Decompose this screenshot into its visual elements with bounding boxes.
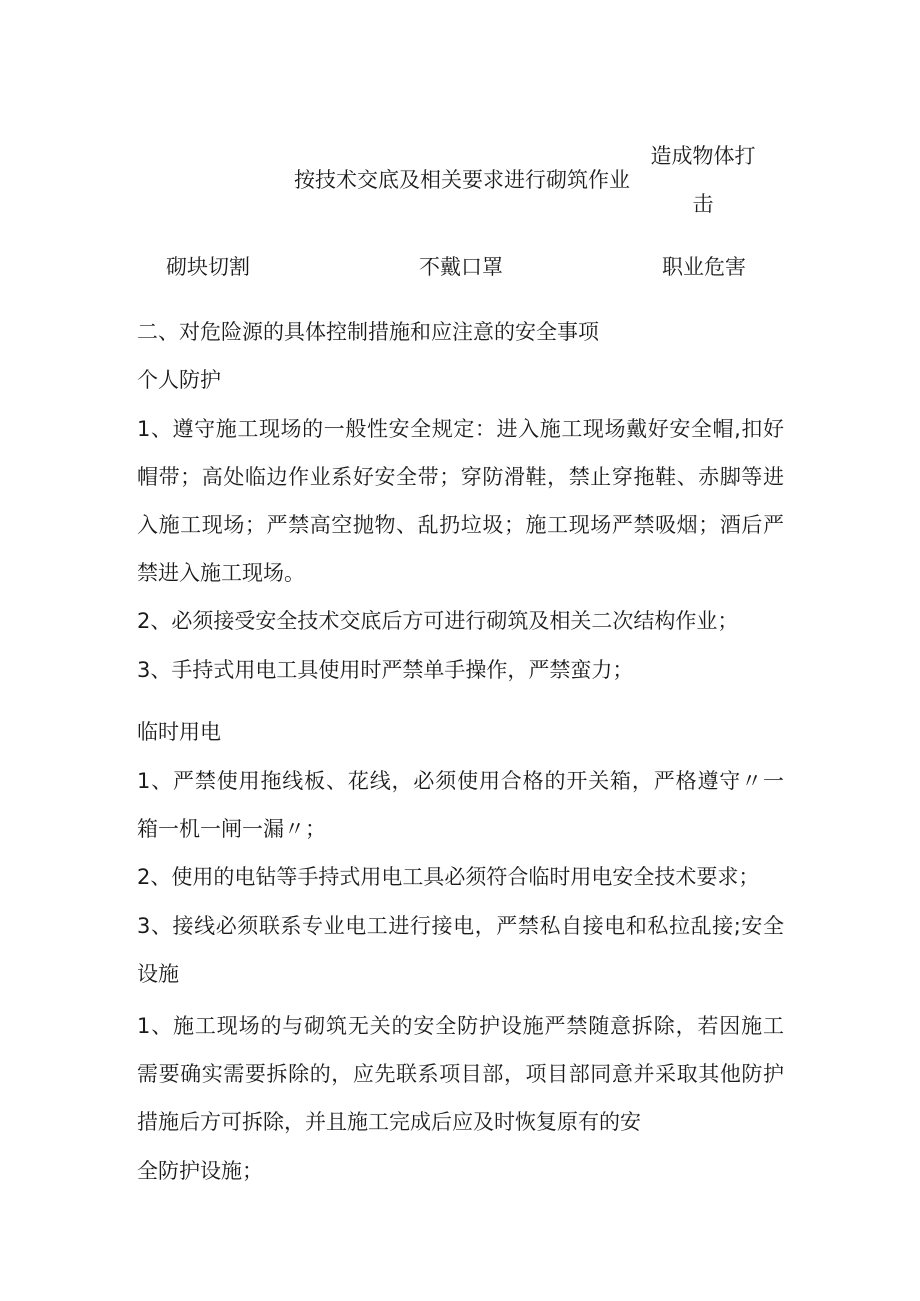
subsection-title-personal-protection: 个人防护 [137,368,221,392]
paragraph-line: 1、严禁使用拖线板、花线，必须使用合格的开关箱，严格遵守〃一 [137,769,784,793]
paragraph-line: 1、施工现场的与砌筑无关的安全防护设施严禁随意拆除，若因施工 [137,1014,784,1038]
paragraph-line: 禁进入施工现场。 [137,561,305,585]
table-cell-hazard-line1: 造成物体打 [650,144,756,168]
section-heading: 二、对危险源的具体控制措施和应注意的安全事项 [137,320,599,344]
paragraph-line: 需要确实需要拆除的，应先联系项目部，项目部同意并采取其他防护 [137,1062,784,1086]
table-cell-hazard: 职业危害 [662,255,746,279]
subsection-title-temporary-power: 临时用电 [137,720,221,744]
list-item: 2、必须接受安全技术交底后方可进行砌筑及相关二次结构作业； [137,609,739,633]
paragraph-line: 全防护设施； [137,1159,263,1183]
paragraph-line: 设施 [137,962,179,986]
table-cell-content: 按技术交底及相关要求进行砌筑作业 [294,168,630,192]
paragraph-line: 措施后方可拆除，并且施工完成后应及时恢复原有的安 [137,1110,641,1134]
table-cell-activity: 砌块切割 [166,255,250,279]
table-cell-cause: 不戴口罩 [419,255,503,279]
list-item: 3、手持式用电工具使用时严禁单手操作，严禁蛮力； [137,658,634,682]
table-cell-hazard-line2: 击 [692,192,714,216]
paragraph-line: 3、接线必须联系专业电工进行接电，严禁私自接电和私拉乱接;安全 [137,914,784,938]
paragraph-line: 1、遵守施工现场的一般性安全规定：进入施工现场戴好安全帽,扣好 [137,417,784,441]
paragraph-line: 箱一机一闸一漏〃； [137,817,326,841]
paragraph-line: 帽带；高处临边作业系好安全带；穿防滑鞋，禁止穿拖鞋、赤脚等进 [137,465,784,489]
paragraph-line: 入施工现场；严禁高空抛物、乱扔垃圾；施工现场严禁吸烟；酒后严 [137,513,784,537]
list-item: 2、使用的电钻等手持式用电工具必须符合临时用电安全技术要求； [137,865,760,889]
